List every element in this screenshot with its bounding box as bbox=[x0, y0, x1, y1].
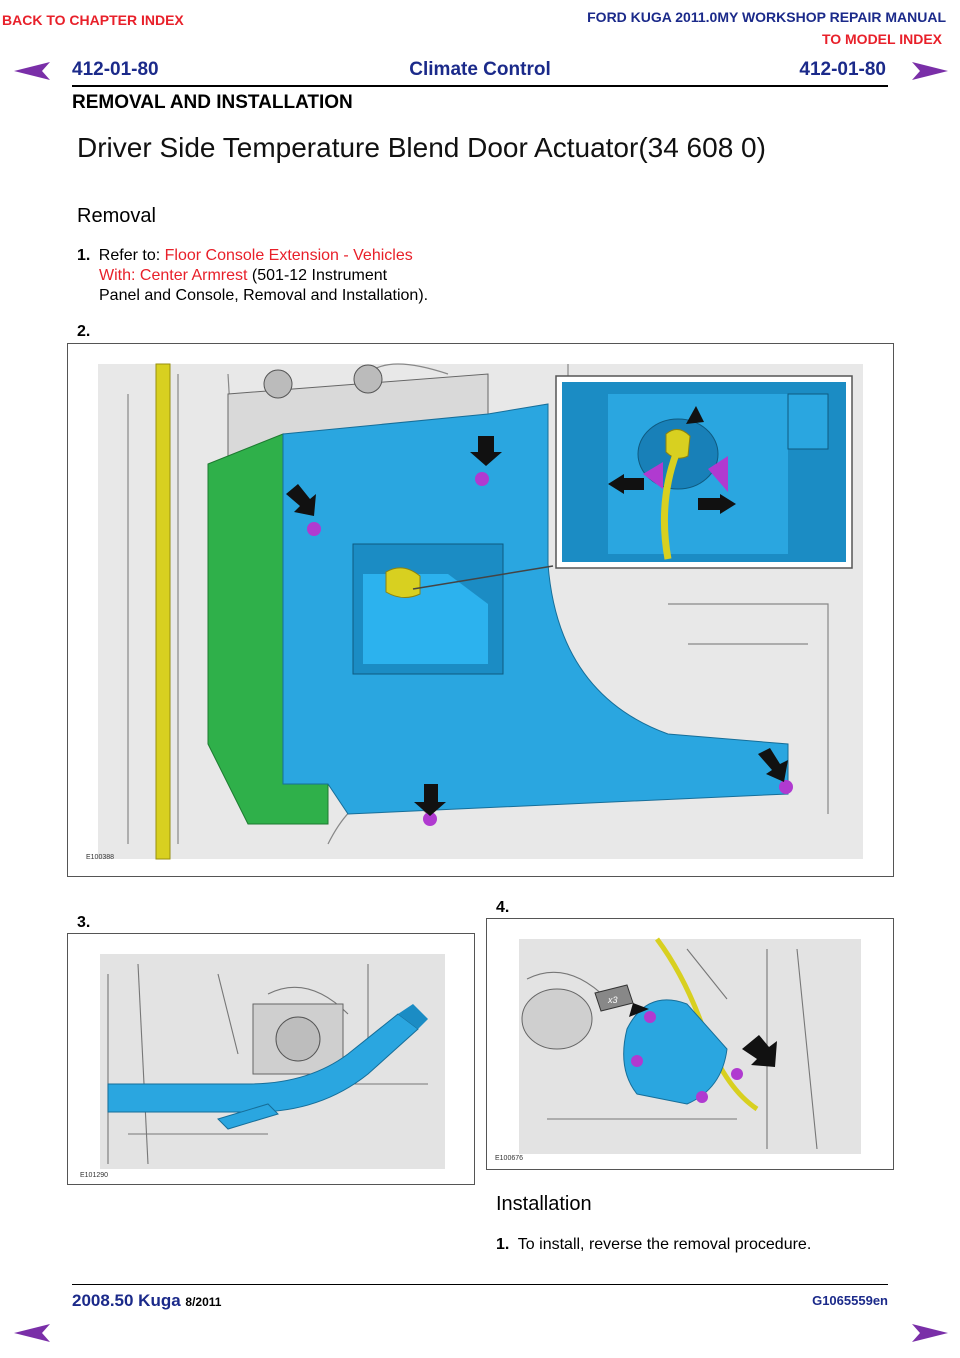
illustration-e100676 bbox=[487, 919, 893, 1169]
footer-model bbox=[72, 1291, 221, 1311]
cross-reference-link-cont[interactable]: With: Center Armrest bbox=[99, 267, 248, 284]
back-to-chapter-link[interactable]: BACK TO CHAPTER INDEX bbox=[2, 12, 184, 28]
section-title: Climate Control bbox=[409, 59, 551, 80]
removal-step-2-number: 2. bbox=[77, 323, 91, 340]
section-number-right: 412-01-80 bbox=[799, 59, 886, 80]
illustration-e101290 bbox=[68, 934, 474, 1184]
removal-step-3-number: 3. bbox=[77, 914, 91, 931]
arrow-right-icon[interactable] bbox=[910, 1322, 950, 1344]
installation-heading: Installation bbox=[496, 1193, 592, 1215]
footer-code: G1065559en bbox=[812, 1293, 888, 1308]
manual-title: FORD KUGA 2011.0MY WORKSHOP REPAIR MANUAL bbox=[587, 9, 946, 25]
installation-step-1 bbox=[496, 1235, 886, 1255]
step-number: 1. bbox=[496, 1236, 510, 1253]
step-text: To install, reverse the removal procedure. bbox=[517, 1236, 812, 1253]
footer-date: 8/2011 bbox=[185, 1295, 222, 1309]
removal-step-4-number: 4. bbox=[496, 899, 510, 916]
footer-rule bbox=[72, 1284, 888, 1285]
section-number-left: 412-01-80 bbox=[72, 59, 159, 80]
section-subheading: REMOVAL AND INSTALLATION bbox=[72, 92, 353, 113]
to-model-index-link[interactable]: TO MODEL INDEX bbox=[821, 31, 942, 47]
page-title: Driver Side Temperature Blend Door Actuator(34 608 0) bbox=[77, 132, 766, 163]
step-text-suffix-2: Panel and Console, Removal and Installation). bbox=[99, 287, 429, 304]
removal-step-1 bbox=[77, 246, 497, 306]
illustration-e100388 bbox=[68, 344, 893, 876]
figure-step-4 bbox=[486, 918, 894, 1170]
figure-code: E100676 bbox=[495, 1155, 524, 1162]
step-text-prefix: Refer to: bbox=[98, 247, 165, 264]
footer-model-name: 2008.50 Kuga bbox=[72, 1291, 181, 1310]
figure-code: E100388 bbox=[86, 854, 115, 861]
arrow-left-icon[interactable] bbox=[12, 1322, 52, 1344]
figure-step-2 bbox=[67, 343, 894, 877]
figure-step-3 bbox=[67, 933, 475, 1185]
figure-code: E101290 bbox=[80, 1172, 109, 1179]
step-text-suffix: (501-12 Instrument bbox=[247, 267, 388, 284]
fastener-count-callout: x3 bbox=[608, 995, 618, 1005]
step-number: 1. bbox=[77, 247, 91, 264]
header-rule bbox=[72, 85, 888, 87]
removal-heading: Removal bbox=[77, 205, 156, 227]
cross-reference-link[interactable]: Floor Console Extension - Vehicles bbox=[164, 247, 413, 264]
